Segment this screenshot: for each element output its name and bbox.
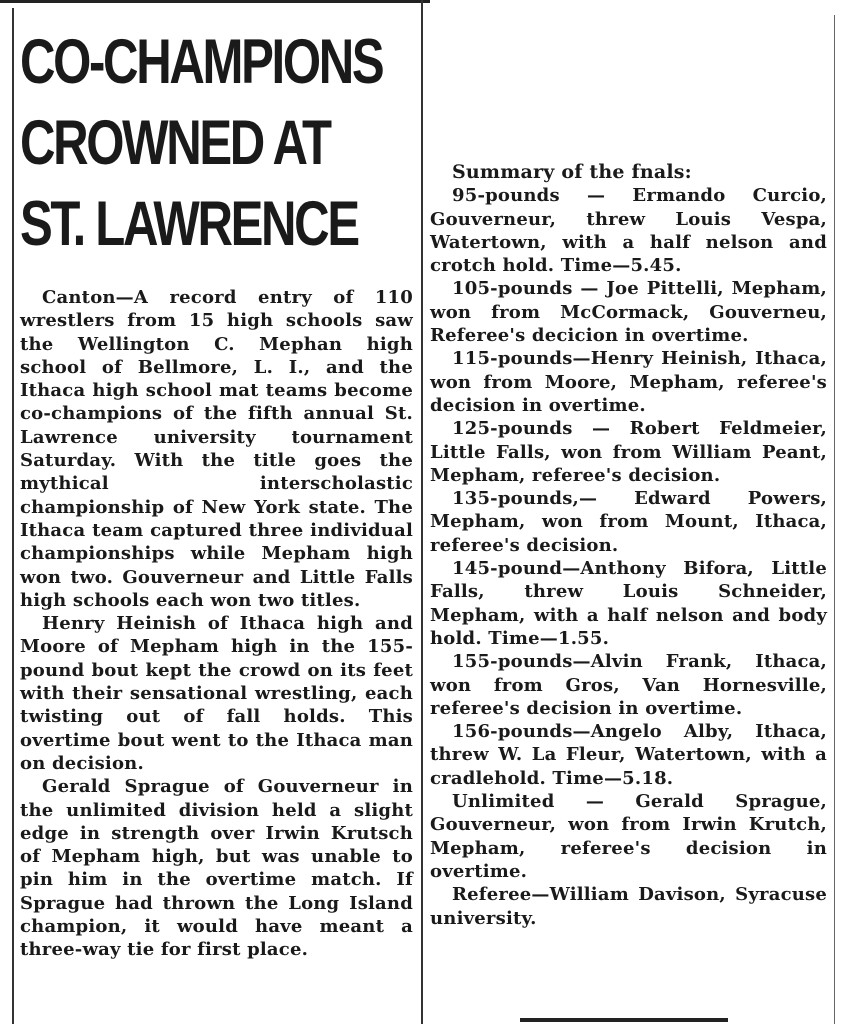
result-item: 135-pounds,— Edward Powers, Mepham, won from Mount, Ithaca, referee's decision. <box>430 488 827 556</box>
result-item: Unlimited — Gerald Sprague, Gouverneur, won from Irwin Krutch, Mepham, referee's decision in overtime. <box>430 791 827 882</box>
article-paragraph: Gerald Sprague of Gouverneur in the unlimited division held a slight edge in strength over Irwin Krutsch of Mepham high, but was unable to pin him in the overtime match. If Sprague had thrown the Long Island champion, it would have meant a three-way tie for first place. <box>20 776 413 961</box>
headline-line: ST. LAWRENCE <box>20 189 358 259</box>
headline-line: CO-CHAMPIONS <box>20 27 383 97</box>
article-paragraph: Henry Heinish of Ithaca high and Moore of Mepham high in the 155-pound bout kept the crowd on its feet with their sensational wrestling, each twisting out of fall holds. This overtime bout went to the Ithaca man on decision. <box>20 613 413 774</box>
headline-line: CROWNED AT <box>20 108 330 178</box>
column-rule-left <box>12 8 14 1024</box>
article-body <box>20 286 413 962</box>
top-rule <box>0 0 430 3</box>
article-paragraph: Canton—A record entry of 110 wrestlers from 15 high schools saw the Wellington C. Mephan high school of Bellmore, L. I., and the Ithaca high school mat teams become co-champions of the fifth annual St. Lawrence university tournament Saturday. With the title goes the mythical interscholastic championship of New York state. The Ithaca team captured three individual championships while Mepham high won two. Gouverneur and Little Falls high schools each won two titles. <box>20 287 413 611</box>
summary-title: Summary of the fnals: <box>452 161 692 183</box>
column-rule-middle <box>421 0 423 1024</box>
result-item: 156-pounds—Angelo Alby, Ithaca, threw W. La Fleur, Watertown, with a cradlehold. Time—5.18. <box>430 721 827 789</box>
result-item: 115-pounds—Henry Heinish, Ithaca, won from Moore, Mepham, referee's decision in overtime. <box>430 348 827 416</box>
headline <box>20 22 383 265</box>
result-item: 155-pounds—Alvin Frank, Ithaca, won from Gros, Van Hornesville, referee's decision in overtime. <box>430 651 827 719</box>
referee-note: Referee—William Davison, Syracuse university. <box>430 884 827 929</box>
result-item: 95-pounds — Ermando Curcio, Gouverneur, threw Louis Vespa, Watertown, with a half nelson and crotch hold. Time—5.45. <box>430 185 827 277</box>
column-rule-right <box>834 15 835 1024</box>
end-rule <box>520 1018 728 1022</box>
result-item: 125-pounds — Robert Feldmeier, Little Falls, won from William Peant, Mepham, referee's decision. <box>430 418 827 486</box>
dateline: Canton— <box>42 287 134 308</box>
result-item: 145-pound—Anthony Bifora, Little Falls, threw Louis Schneider, Mepham, with a half nelson and body hold. Time—1.55. <box>430 558 827 649</box>
results-summary <box>430 161 827 930</box>
result-item: 105-pounds — Joe Pittelli, Mepham, won from McCormack, Gouverneu, Referee's decicion in overtime. <box>430 278 827 347</box>
